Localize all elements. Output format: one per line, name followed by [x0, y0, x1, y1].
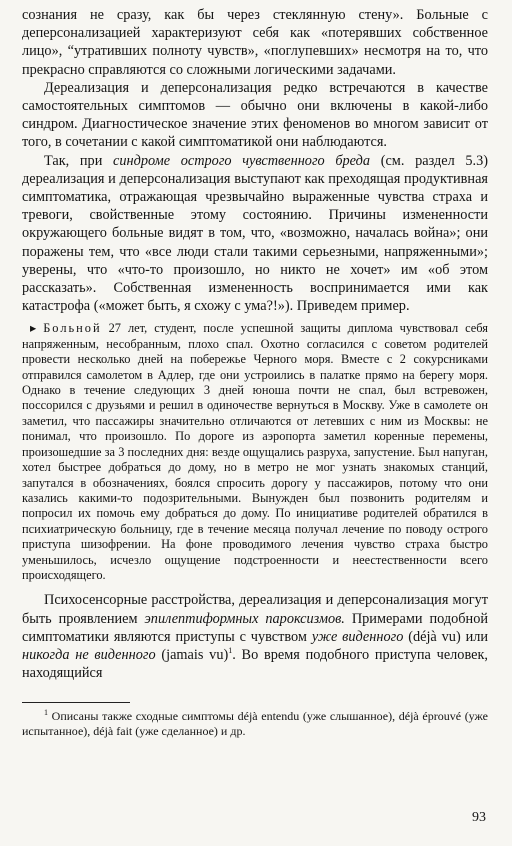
paragraph-4-text-c: (déjà vu) или: [403, 628, 489, 645]
case-bullet-icon: ▸: [30, 321, 44, 336]
paragraph-4-emphasis-1: эпилептиформных пароксизмов.: [144, 610, 345, 627]
page-number: 93: [472, 810, 486, 825]
paragraph-3: [22, 152, 488, 316]
paragraph-3-text-a: Так, при: [44, 152, 114, 169]
paragraph-4-text-e: . Во время подобного приступа человек, находящийся: [22, 646, 488, 682]
paragraph-4-text-d: (jamais vu): [155, 646, 229, 663]
paragraph-4-text-b: Примерами подобной симптоматики являются приступы с чувством: [22, 610, 488, 645]
footnote-text: Описаны также сходные симптомы déjà entendu (уже слышанное), déjà éprouvé (уже испытанное), déjà fait (уже сделанное) и др.: [22, 709, 488, 739]
paragraph-3-text-b: (см. раздел 5.3) дереализация и деперсонализация выступают как преходящая продуктивная симптоматика, отражающая чрезвычайно выраженные чувства страха и тревоги, свойственные этому состоянию. Причины измененности окружающего больные видят в том, что, «возможно, началась война»; они поражены тем, что «все люди стали такими серьезными, напряженными»; уверены, что «что-то произошло, но никто не хочет» им «об этом рассказать». Собственная измененность воспринимается ими как катастрофа («может быть, я схожу с ума?!»). Приведем пример.: [22, 152, 489, 315]
footnote-marker: 1: [44, 708, 48, 718]
paragraph-2: Дереализация и деперсонализация редко встречаются в качестве самостоятельных симптомов — обычно они включены в какой-либо синдром. Диагностическое значение этих феноменов во многом зависит от того, в сочетании с какой симптоматикой они наблюдаются.: [22, 79, 488, 151]
case-lead-word: Больной: [43, 321, 102, 336]
paragraph-1: сознания не сразу, как бы через стеклянную стену». Больные с деперсонализацией характеризуют себя как «потерявших собственное лицо», “утративших полноту чувств», «поглупевших» несмотря на то, что прекрасно справляются со сложными логическими задачами.: [22, 7, 488, 78]
paragraph-4-emphasis-3: никогда не виденного: [22, 646, 156, 663]
case-report: [22, 321, 488, 583]
paragraph-4-emphasis-2: уже виденного: [311, 628, 404, 645]
case-text: 27 лет, студент, после успешной защиты диплома чувствовал себя напряженным, несобранным, плохо спал. Охотно согласился с советом родителей провести несколько дней на побережье Черного моря. Вместе с 2 сокурсниками отправился самолетом в Адлер, где они устроились в палатке прямо на берегу моря. Однако в течение следующих 3 дней юноша почти не спал, был встревожен, поссорился с друзьями и решил в одиночестве вернуться в Москву. Уже в самолете он заметил, что пассажиры значительно отличаются от летевших с ним из Москвы: не понимал, что произошло. По дороге из аэропорта заметил коренные перемены, произошедшие за 3 последних дня: везде ощущались разруха, запустение. Был напуган, хотел быстрее добраться до дому, но в метро не мог узнать знакомых станций, запутался в обозначениях, боялся спросить дорогу у пассажиров, потому что они казались какими-то подозрительными. Вынужден был позвонить родителям и попросил их помочь ему добраться до дому. По инициативе родителей обратился в психиатрическую больницу, где в течение месяца получал лечение по поводу острого приступа шизофрении. На фоне проводимого лечения чувство страха быстро уменьшилось, исчезло ощущение подстроенности и неестественности всего происходящего.: [22, 321, 488, 582]
page-body: [22, 6, 488, 739]
paragraph-3-emphasis: синдроме острого чувственного бреда: [113, 152, 371, 169]
footnote-ref: 1: [228, 646, 233, 656]
paragraph-4-text-a: Психосенсорные расстройства, дереализация и деперсонализация могут быть проявлением: [22, 592, 488, 627]
paragraph-4: [22, 591, 488, 682]
footnote: [22, 709, 488, 739]
footnote-divider: [22, 702, 130, 703]
